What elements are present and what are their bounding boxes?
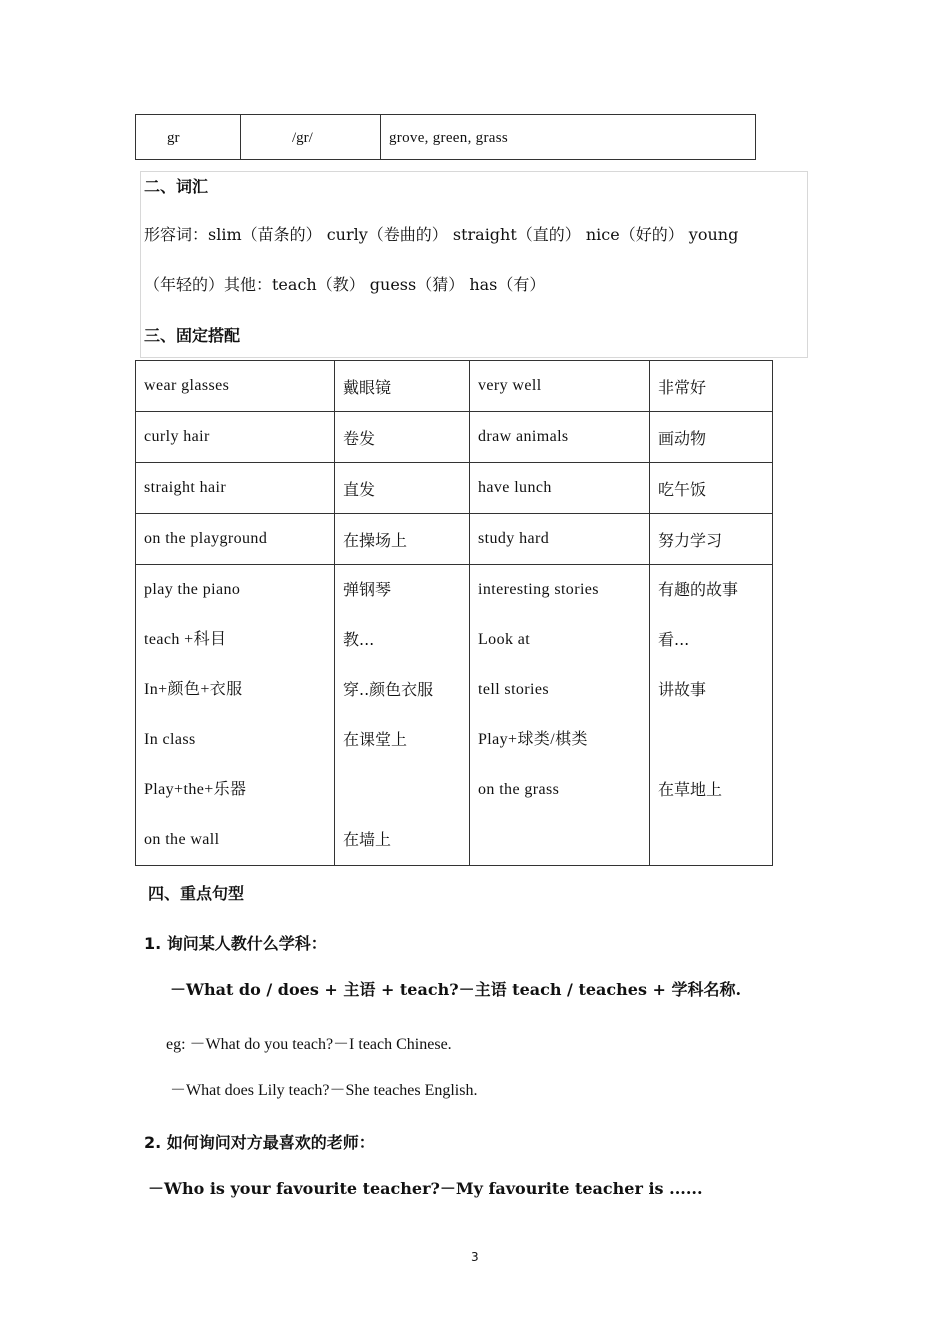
phrase-en: Play+the+乐器 <box>144 781 247 798</box>
question-1-example-1: eg: －What do you teach?－I teach Chinese. <box>166 1036 452 1053</box>
table-row <box>136 412 773 463</box>
phonics-sound: /gr/ <box>292 129 313 146</box>
question-1-example-2: －What does Lily teach?－She teaches English. <box>170 1082 478 1099</box>
phrase-zh: 直发 <box>335 463 470 514</box>
phrase-zh <box>658 815 772 865</box>
vocabulary-box <box>140 171 808 358</box>
phrase-zh: 在操场上 <box>335 514 470 565</box>
phrase-zh: 卷发 <box>335 412 470 463</box>
phrase-en: draw animals <box>470 412 650 463</box>
phrase-zh <box>343 765 469 815</box>
section-heading-vocabulary: 二、词汇 <box>144 177 209 196</box>
table-row <box>136 115 756 160</box>
phrase-en: wear glasses <box>136 361 335 412</box>
phrase-zh: 弹钢琴 <box>343 580 392 599</box>
phrase-en: study hard <box>470 514 650 565</box>
phrase-zh: 非常好 <box>650 361 773 412</box>
phrase-en: on the playground <box>136 514 335 565</box>
phrase-multi-cell <box>470 565 650 866</box>
vocabulary-line-1: 形容词：slim（苗条的） curly（卷曲的） straight（直的） nice（好的） young <box>144 225 739 244</box>
phrase-zh: 看... <box>658 630 690 649</box>
phrase-zh: 穿..颜色衣服 <box>343 680 434 699</box>
question-1-pattern: －What do / does + 主语 + teach?－主语 teach / teaches + 学科名称. <box>170 980 742 999</box>
phrase-zh: 在草地上 <box>658 780 723 799</box>
page-number: 3 <box>471 1250 479 1264</box>
phrase-zh <box>658 715 772 765</box>
phrase-en: In+颜色+衣服 <box>144 681 243 698</box>
phrase-zh: 有趣的故事 <box>658 580 739 599</box>
phrase-en: In class <box>144 731 196 748</box>
phrases-table <box>135 360 773 866</box>
phrase-en: interesting stories <box>478 581 599 598</box>
phrase-zh: 在墙上 <box>343 830 392 849</box>
phrase-en: curly hair <box>136 412 335 463</box>
phrase-en: teach +科目 <box>144 631 227 648</box>
table-row <box>136 361 773 412</box>
phonics-letters: gr <box>167 129 180 146</box>
table-row <box>136 463 773 514</box>
phrase-en: on the wall <box>144 831 220 848</box>
phrase-en: Look at <box>478 631 531 648</box>
phrase-en: play the piano <box>144 581 241 598</box>
question-1-title: 1. 询问某人教什么学科： <box>144 934 327 953</box>
phrase-multi-cell <box>335 565 470 866</box>
phrase-zh: 讲故事 <box>658 680 707 699</box>
table-row <box>136 565 773 866</box>
phonics-words: grove, green, grass <box>389 129 508 146</box>
phrase-en: straight hair <box>136 463 335 514</box>
table-row <box>136 514 773 565</box>
phrase-en: very well <box>470 361 650 412</box>
question-2-title: 2. 如何询问对方最喜欢的老师： <box>144 1133 375 1152</box>
phrase-zh: 吃午饭 <box>650 463 773 514</box>
phrase-en: tell stories <box>478 681 550 698</box>
phrase-zh: 努力学习 <box>650 514 773 565</box>
question-2-pattern: －Who is your favourite teacher?－My favourite teacher is ...... <box>148 1179 703 1198</box>
phrase-zh: 戴眼镜 <box>335 361 470 412</box>
phonics-table <box>135 114 756 160</box>
phrase-zh: 画动物 <box>650 412 773 463</box>
phrase-en: on the grass <box>478 781 560 798</box>
phrase-multi-cell <box>650 565 773 866</box>
section-heading-sentences: 四、重点句型 <box>148 884 245 903</box>
section-heading-phrases: 三、固定搭配 <box>144 326 241 345</box>
phrase-multi-cell <box>136 565 335 866</box>
phrase-zh: 教... <box>343 630 375 649</box>
phrase-zh: 在课堂上 <box>343 730 408 749</box>
phrase-en <box>478 815 649 865</box>
phrase-en: have lunch <box>470 463 650 514</box>
phrase-en: Play+球类/棋类 <box>478 731 588 748</box>
vocabulary-line-2: （年轻的）其他：teach（教） guess（猜） has（有） <box>144 275 546 294</box>
